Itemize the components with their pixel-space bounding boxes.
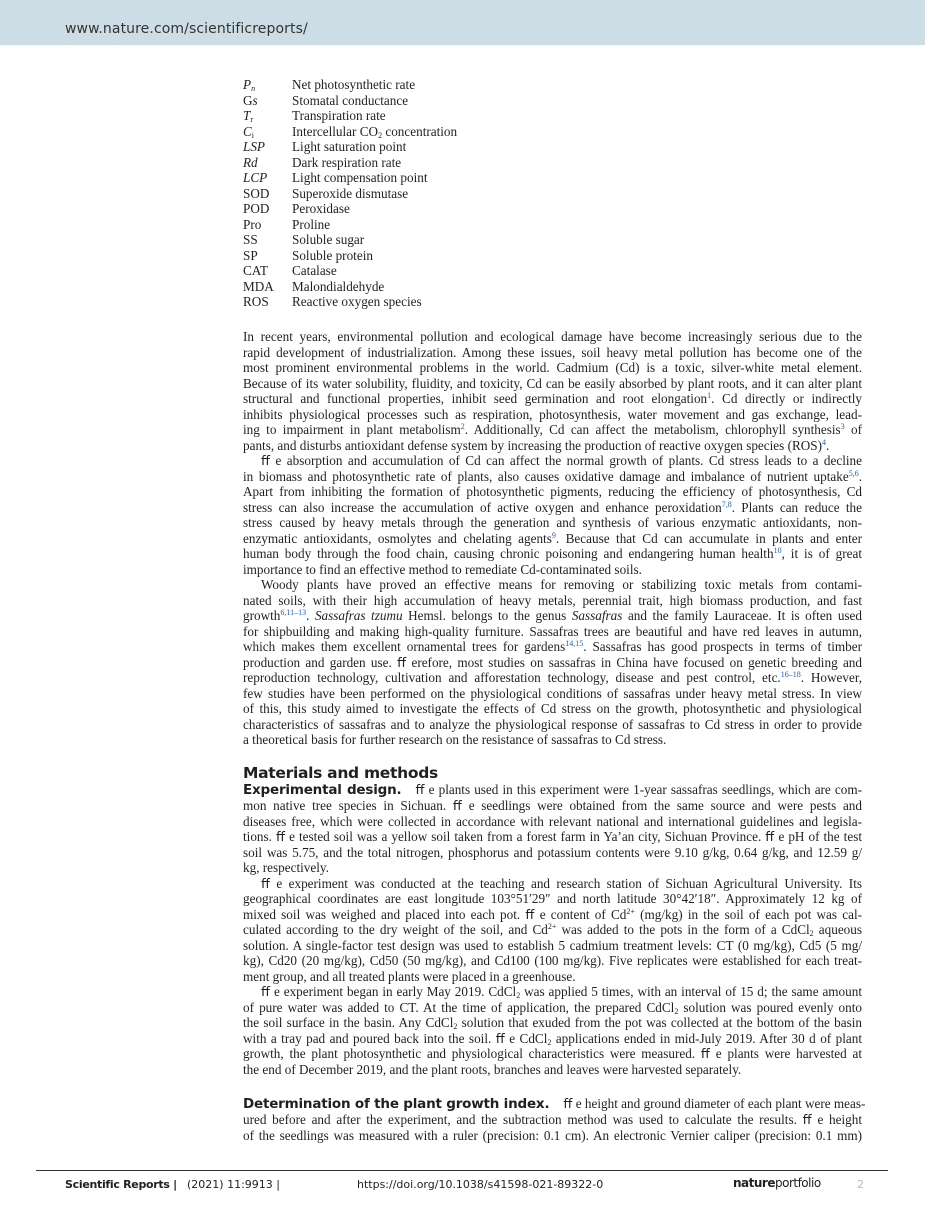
italic-text: LCP bbox=[243, 170, 268, 185]
subscript: 2 bbox=[516, 991, 521, 1000]
text-line bbox=[243, 907, 862, 923]
text-run: Pro bbox=[243, 216, 262, 232]
subscript: 2 bbox=[453, 1022, 458, 1031]
text-line bbox=[243, 1062, 862, 1078]
text-run: for shipbuilding and making high-quality furniture. Sassafras trees are beautiful and have red leaves in autumn, bbox=[243, 623, 862, 639]
text-run: inhibits physiological processes such as respiration, photosynthesis, water movement and gas exchange, lead- bbox=[243, 406, 862, 422]
text-run: G bbox=[243, 92, 253, 108]
text-line bbox=[243, 376, 862, 392]
text-run: and the family Lauraceae. It is often used bbox=[622, 608, 863, 623]
italic-text: T bbox=[243, 108, 251, 123]
text-run: Catalase bbox=[292, 263, 337, 278]
text-run: Light compensation point bbox=[292, 170, 428, 185]
text-run: was applied 5 times, with an interval of 15 d; the same amount bbox=[520, 984, 862, 999]
text-run: . Sassafras has good prospects in terms of timber bbox=[583, 639, 862, 654]
text-run: mixed soil was weighed and placed into each pot. ﬀ e content of Cd bbox=[243, 906, 627, 922]
text-line bbox=[243, 562, 862, 578]
subscript: i bbox=[251, 130, 255, 140]
abbreviation-definition bbox=[292, 155, 401, 171]
abbreviation-term bbox=[243, 139, 292, 155]
footer-divider bbox=[36, 1170, 888, 1171]
abbreviation-term bbox=[243, 248, 292, 264]
citation-link[interactable]: 6,11–13 bbox=[280, 608, 307, 617]
abbreviation-row bbox=[243, 279, 457, 295]
text-run: solution was poured evenly onto bbox=[678, 999, 862, 1015]
text-line bbox=[243, 484, 862, 500]
text-run: Dark respiration rate bbox=[292, 154, 402, 170]
footer-doi[interactable]: https://doi.org/10.1038/s41598-021-89322-0 bbox=[357, 1178, 604, 1191]
text-run: ing to impairment in plant metabolism bbox=[243, 422, 461, 437]
citation-link[interactable]: 4 bbox=[822, 437, 827, 447]
text-run: Hemsl. belongs to the genus bbox=[402, 608, 572, 623]
abbreviation-row bbox=[243, 108, 457, 124]
text-run: characteristics of sassafras and to analyze the physiological response of sassafras to Cd stress in order to provide bbox=[243, 716, 862, 732]
abbreviation-definition bbox=[292, 108, 386, 124]
text-run: SS bbox=[243, 232, 258, 247]
text-run: . bbox=[858, 468, 862, 484]
citation-link[interactable]: 2 bbox=[460, 422, 465, 431]
text-line bbox=[243, 593, 862, 609]
abbreviation-row bbox=[243, 124, 457, 140]
text-run: geographical coordinates are east longitude 103°51′29″ and north latitude 30°42′18″. Approximately 12 kg of bbox=[243, 891, 862, 906]
text-run: Apart from inhibiting the formation of photosynthetic pigments, reducing the efficiency of photosynthesis, Cd bbox=[243, 484, 862, 499]
text-run: enzymatic antioxidants, osmolytes and chelating agents bbox=[243, 530, 552, 546]
text-run: concentration bbox=[382, 123, 458, 139]
abbreviation-definition bbox=[292, 294, 422, 310]
text-run: structural and functional properties, inhibit seed germination and root elongation bbox=[243, 391, 708, 406]
abbreviation-term bbox=[243, 279, 292, 295]
text-run: Stomatal conductance bbox=[292, 92, 409, 108]
text-line bbox=[243, 1128, 862, 1144]
text-line bbox=[243, 345, 862, 361]
italic-text: Sassafras tzumu bbox=[314, 608, 403, 623]
text-run: ROS bbox=[243, 294, 269, 309]
text-run: kg), Cd20 (20 mg/kg), Cd50 (50 mg/kg), and Cd100 (100 mg/kg). Five replicates were established for each treat- bbox=[243, 953, 862, 968]
text-run: . Plants can reduce the bbox=[731, 499, 862, 515]
text-run: ﬀ e height and ground diameter of each plant were meas- bbox=[563, 1096, 866, 1111]
abbreviation-definition bbox=[292, 217, 330, 233]
text-run: importance to find an effective method to remediate Cd-contaminated soils. bbox=[243, 561, 642, 577]
abbreviation-term bbox=[243, 108, 292, 124]
abbreviation-row bbox=[243, 155, 457, 171]
abbreviation-row bbox=[243, 217, 457, 233]
text-run: SP bbox=[243, 247, 258, 263]
text-line bbox=[243, 732, 862, 748]
text-line bbox=[243, 876, 862, 892]
abbreviation-term bbox=[243, 201, 292, 217]
subsection-heading: Determination of the plant growth index. bbox=[243, 1096, 550, 1112]
text-run: Because of its water solubility, fluidity, and toxicity, Cd can be easily absorbed by plant roots, and it can alter plant bbox=[243, 375, 862, 391]
text-run: SOD bbox=[243, 185, 270, 201]
text-run: reproduction technology, cultivation and afforestation technology, disease and pest control, etc. bbox=[243, 670, 781, 685]
text-run: few studies have been performed on the physiological conditions of sassafras under heavy metal stress. In view bbox=[243, 685, 862, 701]
text-line bbox=[243, 438, 862, 454]
text-line bbox=[243, 453, 862, 469]
superscript: 2+ bbox=[547, 922, 557, 931]
abbreviation-row bbox=[243, 294, 457, 310]
introduction-text bbox=[243, 329, 862, 748]
superscript: 2+ bbox=[626, 906, 635, 916]
text-run: Malondialdehyde bbox=[292, 278, 385, 294]
running-header bbox=[0, 0, 925, 45]
text-run: rapid development of industrialization. Among these issues, soil heavy metal pollution has become one of the bbox=[243, 344, 862, 360]
abbreviation-term bbox=[243, 170, 292, 186]
text-run: . Additionally, Cd can affect the metabolism, chlorophyll synthesis bbox=[464, 422, 841, 437]
italic-text: s bbox=[252, 92, 258, 108]
text-line bbox=[243, 531, 862, 547]
text-run: growth bbox=[243, 608, 281, 623]
citation-link[interactable]: 7,8 bbox=[721, 499, 732, 509]
abbreviation-term bbox=[243, 124, 292, 140]
text-line bbox=[243, 608, 862, 624]
citation-link[interactable]: 14,15 bbox=[565, 639, 584, 648]
text-run: solution that exuded from the pot was collected at the bottom of the basin bbox=[457, 1015, 862, 1030]
text-run: production and garden use. ﬀ erefore, most studies on sassafras in China have focused on genetic breeding and bbox=[243, 654, 862, 670]
text-run: applications ended in mid-July 2019. After 30 d of plant bbox=[551, 1030, 862, 1046]
text-line bbox=[243, 500, 862, 516]
abbreviation-definition bbox=[292, 248, 373, 264]
abbreviation-term bbox=[243, 93, 292, 109]
text-run: Net photosynthetic rate bbox=[292, 77, 416, 92]
text-run: Superoxide dismutase bbox=[292, 185, 409, 201]
text-line bbox=[243, 639, 862, 655]
journal-url[interactable]: www.nature.com/scientificreports/ bbox=[65, 21, 308, 37]
text-run: diseases free, which were collected in accordance with relevant national and international guidelines and legisla- bbox=[243, 813, 862, 829]
text-line bbox=[243, 860, 862, 876]
growth-index-text bbox=[243, 1096, 866, 1143]
subscript: r bbox=[250, 115, 254, 124]
text-run: stress caused by heavy metals through the generation and synthesis of various enzymatic antioxidants, non- bbox=[243, 515, 862, 530]
text-run: aqueous bbox=[813, 922, 862, 937]
text-run: ment group, and all treated plants were placed in a greenhouse. bbox=[243, 968, 576, 984]
italic-text: C bbox=[243, 123, 252, 139]
citation-link[interactable]: 5,6 bbox=[848, 468, 859, 478]
text-run: mon native tree species in Sichuan. ﬀ e seedlings were obtained from the same source and were pests and bbox=[243, 798, 862, 813]
text-line bbox=[243, 969, 862, 985]
text-line bbox=[243, 1046, 862, 1062]
abbreviation-term bbox=[243, 263, 292, 279]
citation-link[interactable]: 10 bbox=[773, 546, 782, 555]
text-line bbox=[243, 1000, 862, 1016]
italic-text: Rd bbox=[243, 154, 258, 170]
citation-link[interactable]: 9 bbox=[551, 530, 556, 540]
abbreviation-row bbox=[243, 248, 457, 264]
abbreviation-definition bbox=[292, 170, 428, 186]
text-run: ured before and after the experiment, and the subtraction method was used to calculate the results. ﬀ e height bbox=[243, 1112, 862, 1127]
text-run: POD bbox=[243, 201, 270, 216]
text-line bbox=[243, 469, 862, 485]
text-line bbox=[243, 814, 862, 830]
text-line bbox=[243, 407, 862, 423]
experimental-design-text bbox=[243, 782, 862, 1077]
text-run: Light saturation point bbox=[292, 139, 407, 154]
text-run: of this, this study aimed to investigate the effects of Cd stress on the growth, photosynthetic and physiological bbox=[243, 701, 862, 716]
text-line bbox=[243, 686, 862, 702]
text-run: Proline bbox=[292, 216, 331, 232]
abbreviation-term bbox=[243, 232, 292, 248]
text-line bbox=[243, 984, 862, 1000]
citation-link[interactable]: 16–18 bbox=[780, 670, 801, 679]
text-line bbox=[243, 798, 862, 814]
text-run: most prominent environmental problems in the world. Cadmium (Cd) is a toxic, silver-white metal element. bbox=[243, 360, 862, 375]
logo-portfolio: portfolio bbox=[774, 1176, 821, 1190]
text-line bbox=[243, 670, 862, 686]
section-heading-materials-methods: Materials and methods bbox=[243, 764, 438, 782]
subscript: 2 bbox=[809, 929, 814, 938]
text-run: Soluble sugar bbox=[292, 232, 365, 247]
text-run: a theoretical basis for further research on the resistance of sassafras to Cd stress. bbox=[243, 732, 667, 747]
text-run: ﬀ e plants used in this experiment were 1-year sassafras seedlings, which are com- bbox=[415, 782, 862, 797]
citation-link[interactable]: 3 bbox=[840, 422, 845, 431]
text-run: of bbox=[844, 422, 862, 437]
abbreviation-definition bbox=[292, 139, 406, 155]
text-line bbox=[243, 701, 862, 717]
text-line bbox=[243, 845, 862, 861]
abbreviation-row bbox=[243, 170, 457, 186]
text-line bbox=[243, 422, 862, 438]
text-run: . bbox=[826, 437, 830, 453]
text-line bbox=[243, 329, 862, 345]
text-run: Soluble protein bbox=[292, 247, 373, 263]
text-run: nated soils, with their high accumulation of heavy metals, perennial trait, high biomass production, and fast bbox=[243, 592, 862, 608]
text-run: was added to the pots in the form of a CdCl bbox=[556, 922, 810, 937]
text-run: kg, respectively. bbox=[243, 860, 329, 875]
text-run: . However, bbox=[800, 670, 862, 685]
abbreviation-definition bbox=[292, 93, 408, 109]
text-line bbox=[243, 782, 862, 798]
text-run: Reactive oxygen species bbox=[292, 294, 422, 309]
text-run: (mg/kg) in the soil of each pot was cal- bbox=[634, 906, 862, 922]
text-line bbox=[243, 515, 862, 531]
text-run: Transpiration rate bbox=[292, 108, 386, 123]
text-run: culated according to the dry weight of the soil, and Cd bbox=[243, 922, 548, 937]
text-line bbox=[243, 717, 862, 733]
abbreviation-definition bbox=[292, 263, 337, 279]
subsection-heading: Experimental design. bbox=[243, 782, 402, 798]
text-run: human body through the food chain, causing chronic poisoning and endangering human health bbox=[243, 546, 774, 561]
text-line bbox=[243, 922, 862, 938]
text-run: ﬀ e experiment began in early May 2019. CdCl bbox=[261, 984, 517, 999]
abbreviation-row bbox=[243, 186, 457, 202]
footer-journal: Scientific Reports | bbox=[65, 1178, 177, 1191]
abbreviation-row bbox=[243, 77, 457, 93]
subscript: 2 bbox=[674, 1006, 679, 1016]
page-number: 2 bbox=[857, 1178, 864, 1191]
text-run: pants, and disturbs antioxidant defense system by increasing the production of reactive oxygen species (ROS) bbox=[243, 437, 823, 453]
text-line bbox=[243, 391, 862, 407]
abbreviation-term bbox=[243, 217, 292, 233]
text-line bbox=[243, 546, 862, 562]
text-run: of the seedlings was measured with a ruler (precision: 0.1 cm). An electronic Vernier caliper (precision: 0.1 mm) bbox=[243, 1127, 862, 1143]
abbreviation-row bbox=[243, 232, 457, 248]
text-line bbox=[243, 1031, 862, 1047]
text-run: . bbox=[306, 608, 315, 623]
text-line bbox=[243, 938, 862, 954]
abbreviation-definition bbox=[292, 232, 364, 248]
abbreviation-definition bbox=[292, 279, 384, 295]
italic-text: P bbox=[243, 77, 252, 92]
text-line bbox=[243, 1096, 866, 1112]
subscript: 2 bbox=[547, 1037, 552, 1047]
text-run: CAT bbox=[243, 263, 268, 278]
logo-nature: nature bbox=[733, 1176, 775, 1190]
text-run: in biomass and photosynthetic rate of plants, also causes oxidative damage and imbalance of nutrient uptake bbox=[243, 468, 849, 484]
text-line bbox=[243, 829, 862, 845]
text-run: tions. ﬀ e tested soil was a yellow soil taken from a forest farm in Ya’an city, Sichuan Province. ﬀ e pH of the test bbox=[243, 829, 862, 844]
abbreviation-term bbox=[243, 294, 292, 310]
text-run: . Cd directly or indirectly bbox=[711, 391, 862, 406]
abbreviation-definition bbox=[292, 77, 415, 93]
nature-portfolio-logo bbox=[733, 1176, 821, 1190]
abbreviation-row bbox=[243, 93, 457, 109]
text-line bbox=[243, 1015, 862, 1031]
text-run: the soil surface in the basin. Any CdCl bbox=[243, 1015, 454, 1030]
text-run: soil was 5.75, and the total nitrogen, phosphorus and potassium contents were 9.10 g/kg, 0.64 g/kg, and 12.59 g/ bbox=[243, 844, 862, 860]
italic-text: LSP bbox=[243, 139, 265, 154]
citation-link[interactable]: 1 bbox=[707, 391, 712, 400]
abbreviation-row bbox=[243, 263, 457, 279]
text-run: Peroxidase bbox=[292, 201, 350, 216]
text-run: stress can also increase the accumulation of active oxygen and enhance peroxidation bbox=[243, 499, 722, 515]
text-line bbox=[243, 360, 862, 376]
abbreviations-list bbox=[243, 77, 457, 310]
text-run: ﬀ e absorption and accumulation of Cd can affect the normal growth of plants. Cd stress leads to a decline bbox=[261, 453, 862, 468]
text-run: the end of December 2019, and the plant roots, branches and leaves were harvested separately. bbox=[243, 1061, 742, 1077]
abbreviation-definition bbox=[292, 201, 350, 217]
text-run: , it is of great bbox=[781, 546, 862, 561]
abbreviation-row bbox=[243, 201, 457, 217]
text-run: ﬀ e experiment was conducted at the teaching and research station of Sichuan Agricultural University. Its bbox=[261, 875, 862, 891]
text-run: with a tray pad and poured back into the soil. ﬀ e CdCl bbox=[243, 1030, 548, 1046]
text-run: Woody plants have proved an effective means for removing or stabilizing toxic metals from contami- bbox=[261, 577, 862, 592]
abbreviation-term bbox=[243, 186, 292, 202]
text-run: In recent years, environmental pollution and ecological damage have become increasingly serious due to the bbox=[243, 329, 862, 344]
text-line bbox=[243, 891, 862, 907]
subscript: 2 bbox=[378, 130, 383, 140]
subscript: n bbox=[251, 84, 256, 93]
text-run: solution. A single-factor test design was used to establish 5 cadmium treatment levels: CT (0 mg/kg), Cd5 (5 mg/ bbox=[243, 937, 862, 953]
text-run: growth, the plant photosynthetic and physiological characteristics were measured. ﬀ e plants were harvested at bbox=[243, 1046, 862, 1061]
text-line bbox=[243, 655, 862, 671]
text-run: . Because that Cd can accumulate in plants and enter bbox=[555, 530, 862, 546]
text-run: which makes them excellent ornamental trees for gardens bbox=[243, 639, 566, 654]
abbreviation-definition bbox=[292, 186, 408, 202]
abbreviation-term bbox=[243, 155, 292, 171]
footer-citation: (2021) 11:9913 | bbox=[187, 1178, 280, 1191]
italic-text: Sassafras bbox=[571, 608, 623, 623]
text-line bbox=[243, 577, 862, 593]
text-line bbox=[243, 624, 862, 640]
abbreviation-definition bbox=[292, 124, 457, 140]
text-line bbox=[243, 1112, 862, 1128]
text-run: Intercellular CO bbox=[292, 123, 379, 139]
text-run: MDA bbox=[243, 278, 274, 294]
text-line bbox=[243, 953, 862, 969]
abbreviation-term bbox=[243, 77, 292, 93]
text-run: of pure water was added to CT. At the time of application, the prepared CdCl bbox=[243, 999, 675, 1015]
abbreviation-row bbox=[243, 139, 457, 155]
